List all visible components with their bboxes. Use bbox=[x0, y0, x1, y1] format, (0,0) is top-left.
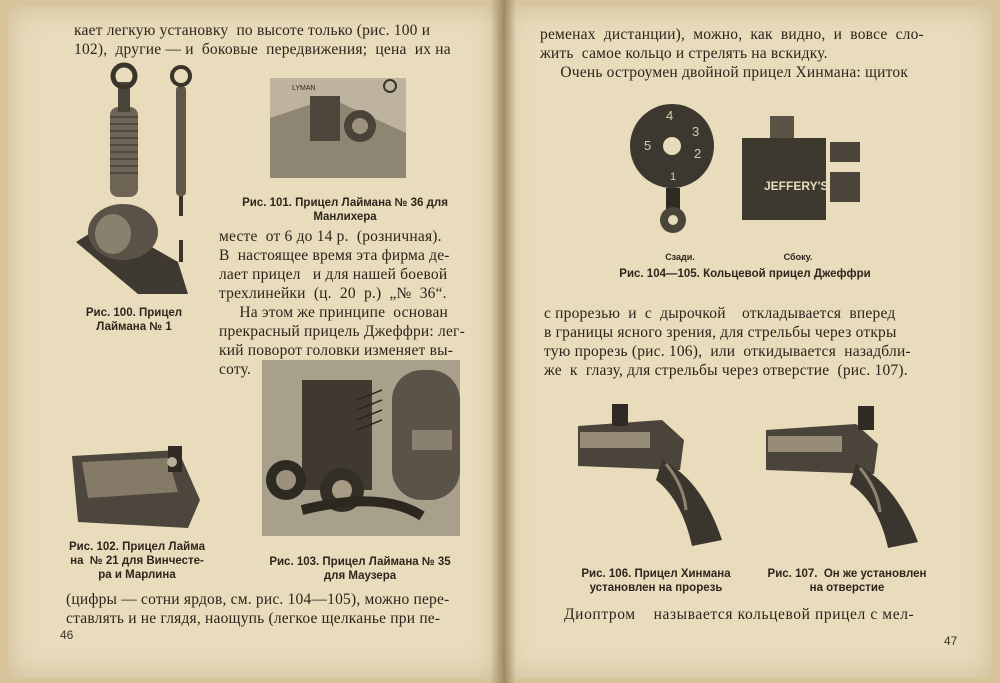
figure-101-plate-text: LYMAN bbox=[292, 85, 316, 92]
figure-107-caption: Рис. 107. Он же установлен на отверстие bbox=[767, 568, 927, 594]
figure-101-caption: Рис. 101. Прицел Лаймана № 36 для Манлихера bbox=[242, 197, 448, 223]
label-side-view: Сбоку. bbox=[783, 252, 813, 262]
dial-number-3: 3 bbox=[692, 124, 700, 139]
book-gutter bbox=[490, 0, 516, 683]
figure-102-lyman-21-sight bbox=[68, 440, 204, 528]
figure-103-caption: Рис. 103. Прицел Лаймана № 35 для Маузера bbox=[269, 556, 451, 582]
figure-104-105-caption: Рис. 104—105. Кольцевой прицел Джеффри bbox=[619, 268, 871, 280]
left-text-line-1: кает легкую установку по высоте только (рис. 100 и bbox=[74, 22, 431, 39]
right-page-number: 47 bbox=[944, 634, 958, 648]
right-text-line-1: ременах дистанции), можно, как видно, и вовсе сло- bbox=[540, 26, 924, 43]
left-mid-line-4: трехлинейки (ц. 20 р.) „№ 36“. bbox=[219, 285, 447, 302]
left-mid2-line-3: кий поворот головки изменяет вы- bbox=[219, 342, 454, 359]
figure-101-lyman-36-sight bbox=[270, 78, 406, 178]
figure-104-jeffery-dial bbox=[628, 100, 720, 240]
dial-number-5: 5 bbox=[644, 138, 652, 153]
label-back-view: Сзади. bbox=[665, 252, 695, 262]
left-mid2-line-2: прекрасный прицель Джеффри: лег- bbox=[219, 323, 465, 340]
left-text-line-2: 102), другие — и боковые передвижения; цена их на bbox=[74, 41, 451, 58]
figure-107-hinman-hole bbox=[760, 404, 930, 550]
dial-number-1: 1 bbox=[670, 171, 677, 183]
right-bottom-line: Диоптром называется кольцевой прицел с мел- bbox=[564, 606, 915, 623]
right-mid-line-2: в границы ясного зрения, для стрельбы через откры bbox=[544, 324, 897, 341]
figure-106-caption: Рис. 106. Прицел Хинмана установлен на прорезь bbox=[581, 568, 731, 594]
right-text-line-3: Очень остроумен двойной прицел Хинмана: щиток bbox=[540, 64, 909, 81]
dial-number-2: 2 bbox=[694, 146, 702, 161]
left-mid2-line-1: На этом же принципе основан bbox=[219, 304, 449, 321]
right-mid-line-1: с прорезью и с дырочкой откладывается вперед bbox=[544, 305, 896, 322]
figure-100-caption: Рис. 100. Прицел Лаймана № 1 bbox=[85, 307, 183, 333]
left-page-number: 46 bbox=[60, 628, 74, 642]
left-mid2-line-4: соту. bbox=[219, 361, 252, 378]
dial-number-4: 4 bbox=[666, 108, 674, 123]
figure-106-hinman-slot bbox=[572, 400, 732, 550]
left-bottom-line-2: ставлять и не глядя, наощупь (легкое щелканье при пе- bbox=[66, 610, 441, 627]
figure-102-caption: Рис. 102. Прицел Лайма на № 21 для Винчесте- ра и Марлина bbox=[68, 541, 205, 581]
jefferys-plate-text: JEFFERY'S bbox=[764, 179, 829, 193]
right-mid-line-4: же к глазу, для стрельбы через отверстие (рис. 107). bbox=[544, 362, 908, 379]
figure-105-jeffery-side bbox=[740, 112, 860, 224]
figure-100-lyman-sight bbox=[68, 62, 198, 300]
left-bottom-line-1: (цифры — сотни ярдов, см. рис. 104—105), можно пере- bbox=[66, 591, 450, 608]
left-mid-line-1: месте от 6 до 14 р. (розничная). bbox=[219, 228, 442, 245]
figure-103-lyman-35-sight bbox=[262, 360, 460, 536]
left-mid-line-2: В настоящее время эта фирма де- bbox=[219, 247, 450, 264]
left-mid-line-3: лает прицел и для нашей боевой bbox=[219, 266, 448, 283]
right-mid-line-3: тую прорезь (рис. 106), или откидывается назадбли- bbox=[544, 343, 911, 360]
right-text-line-2: жить самое кольцо и стрелять на вскидку. bbox=[540, 45, 828, 62]
